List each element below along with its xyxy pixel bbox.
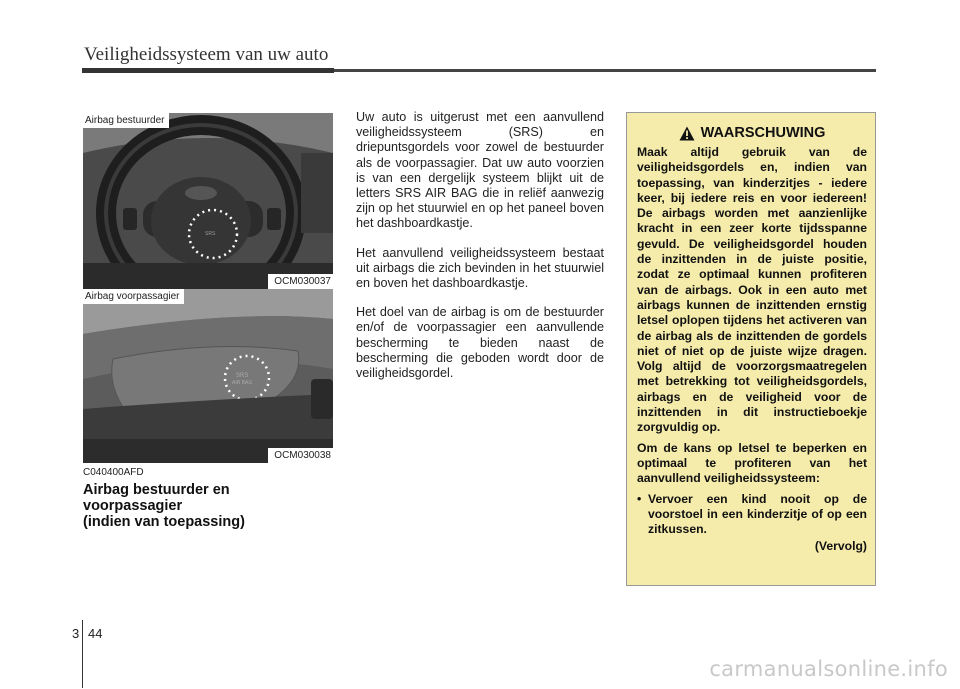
body-paragraph: Het aanvullend veiligheidssysteem bestaat uit airbags die zich bevinden in het stuurwiel en boven het dashboardkastje. (356, 245, 604, 291)
warning-continued: (Vervolg) (814, 539, 867, 554)
warning-box (626, 112, 876, 586)
svg-text:SRS: SRS (236, 373, 249, 379)
page-number-divider (82, 620, 83, 688)
page-number: 44 (88, 626, 103, 641)
body-text (356, 110, 604, 395)
warning-bullet-list (637, 492, 867, 538)
body-paragraph: Uw auto is uitgerust met een aanvullend veiligheidssysteem (SRS) en driepuntsgordels voor zowel de bestuurder als de voorpassagier. Dat uw auto voorzien is van een dergelijk systeem blijkt uit de letters SRS AIR BAG die in reliëf aanwezig zijn op het stuurwiel en op het paneel boven het dashboardkastje. (356, 110, 604, 231)
svg-text:AIR BAG: AIR BAG (232, 380, 253, 386)
section-heading-line: voorpassagier (83, 498, 183, 514)
dashboard-illustration (83, 289, 333, 463)
figure-label: Airbag voorpassagier (83, 289, 184, 304)
svg-text:SRS: SRS (205, 231, 216, 237)
section-heading (83, 482, 333, 530)
steering-wheel-illustration (83, 113, 333, 289)
figure-passenger-airbag (83, 289, 333, 463)
figure-driver-airbag (83, 113, 333, 289)
warning-triangle-icon (679, 126, 695, 141)
header-rule (82, 69, 876, 72)
watermark: carmanualsonline.info (709, 657, 948, 681)
section-heading-line: (indien van toepassing) (83, 514, 245, 530)
warning-paragraph: Maak altijd gebruik van de veiligheidsgordels en, indien van toepassing, van kinderzitjes - iedere keer, bij iedere reis en voor iedereen! De airbags worden met aanzienlijke kracht in een zeer korte tijdsspanne gevuld. De veiligheidsgordel houden de inzittenden in de juiste positie, zodat ze optimaal kunnen profiteren van de airbags. Ook in een auto met airbags kunnen de inzittenden ernstig letsel oplopen tijdens het activeren van de airbag als de inzittenden de gordels niet of niet op de juiste wijze dragen. Volg altijd de voorzorgsmaatregelen met betrekking tot veiligheidsgordels, airbags en de veiligheid voor de inzittenden in dit instructieboekje zorgvuldig op. (637, 145, 867, 435)
section-heading-line: Airbag bestuurder en (83, 482, 230, 498)
page-header-title: Veiligheidssysteem van uw auto (84, 44, 329, 65)
warning-title-text: WAARSCHUWING (700, 125, 826, 141)
figure-code: OCM030038 (268, 448, 333, 463)
body-paragraph: Het doel van de airbag is om de bestuurder en/of de voorpassagier een aanvullende bescherming te bieden naast de bescherming die geboden wordt door de veiligheidsgordel. (356, 305, 604, 381)
warning-paragraph: Om de kans op letsel te beperken en optimaal te profiteren van het aanvullend veiligheidssysteem: (637, 440, 867, 486)
figure-label: Airbag bestuurder (83, 113, 169, 128)
warning-bullet: • Vervoer een kind nooit op de voorstoel in een kinderzitje of op een zitkussen. (637, 492, 867, 538)
chapter-number: 3 (72, 626, 80, 641)
warning-title (637, 125, 867, 141)
figure-code: OCM030037 (268, 274, 333, 289)
section-code: C040400AFD (83, 467, 144, 478)
